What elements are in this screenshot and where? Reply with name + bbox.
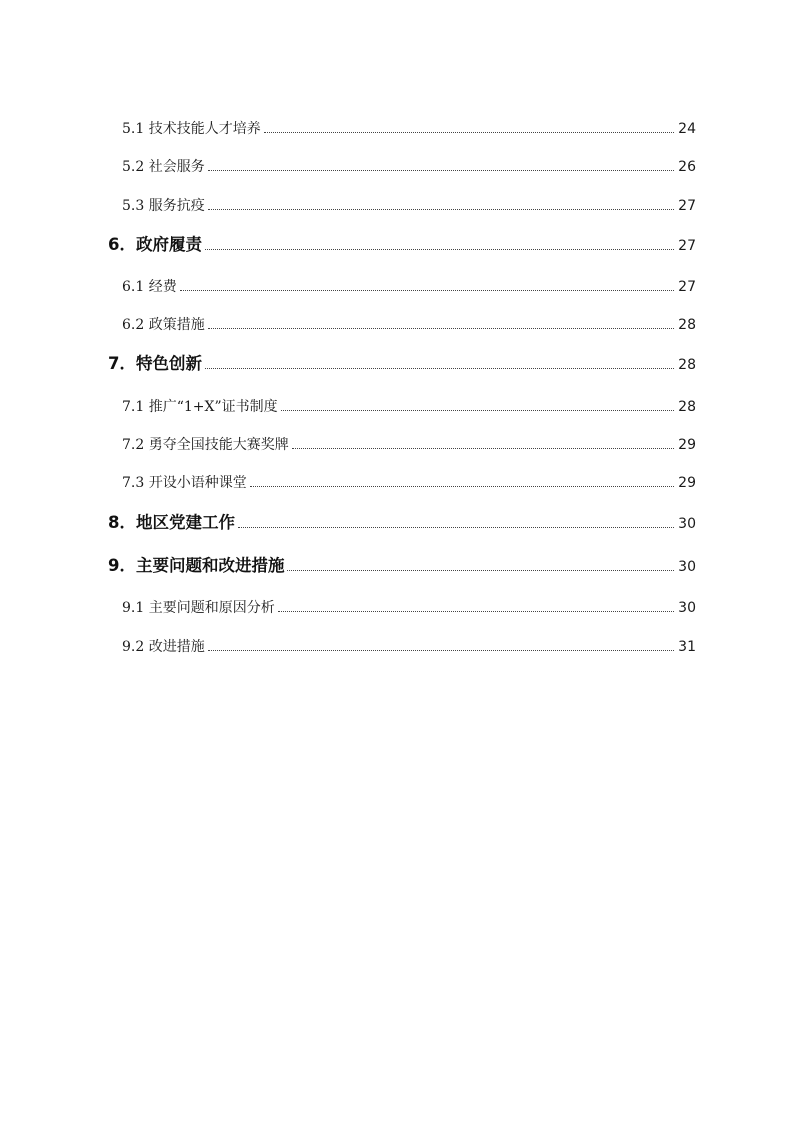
toc-entry-title: 9.1 主要问题和原因分析 [122,600,275,616]
toc-entry-page: 30 [678,516,696,532]
toc-entry-title: 5.2 社会服务 [122,159,205,175]
toc-entry-9[interactable] [0,550,800,574]
toc-entry-page: 31 [678,639,696,655]
toc-entry-7-2[interactable] [0,428,800,452]
toc-dot-leader [208,170,674,171]
toc-entry-6-2[interactable] [0,308,800,332]
toc-entry-page: 28 [678,317,696,333]
toc-entry-page: 27 [678,198,696,214]
toc-entry-5-3[interactable] [0,189,800,213]
toc-dot-leader [264,132,674,133]
toc-entry-title: 8．地区党建工作 [108,512,235,532]
toc-entry-title: 5.3 服务抗疫 [122,198,205,214]
toc-entry-9-2[interactable] [0,630,800,654]
toc-entry-page: 30 [678,559,696,575]
toc-entry-title: 7.1 推广“1+X”证书制度 [122,399,278,415]
toc-dot-leader [238,527,674,528]
toc-entry-title: 6.2 政策措施 [122,317,205,333]
toc-entry-7-1[interactable] [0,390,800,414]
toc-entry-page: 28 [678,357,696,373]
toc-entry-title: 9．主要问题和改进措施 [108,555,285,575]
toc-entry-title: 7.2 勇夺全国技能大赛奖牌 [122,437,289,453]
toc-entry-title: 7．特色创新 [108,353,202,373]
toc-entry-6[interactable] [0,229,800,253]
toc-entry-5-2[interactable] [0,150,800,174]
toc-entry-6-1[interactable] [0,270,800,294]
toc-entry-page: 24 [678,121,696,137]
toc-entry-title: 6．政府履责 [108,234,202,254]
toc-entry-page: 28 [678,399,696,415]
toc-entry-page: 30 [678,600,696,616]
toc-entry-title: 5.1 技术技能人才培养 [122,121,261,137]
toc-entry-title: 6.1 经费 [122,279,177,295]
toc-entry-page: 26 [678,159,696,175]
toc-entry-7-3[interactable] [0,466,800,490]
toc-dot-leader [208,209,674,210]
toc-entry-7[interactable] [0,348,800,372]
toc-entry-8[interactable] [0,507,800,531]
toc-dot-leader [208,650,674,651]
toc-dot-leader [250,486,674,487]
toc-dot-leader [205,249,674,250]
toc-dot-leader [205,368,674,369]
toc-entry-page: 29 [678,475,696,491]
toc-dot-leader [180,290,674,291]
toc-dot-leader [278,611,674,612]
toc-dot-leader [287,570,674,571]
toc-entry-title: 9.2 改进措施 [122,639,205,655]
toc-entry-5-1[interactable] [0,112,800,136]
toc-entry-9-1[interactable] [0,591,800,615]
toc-entry-page: 27 [678,279,696,295]
toc-entry-page: 29 [678,437,696,453]
toc-dot-leader [292,448,674,449]
toc-dot-leader [208,328,674,329]
toc-entry-page: 27 [678,238,696,254]
toc-entry-title: 7.3 开设小语种课堂 [122,475,247,491]
toc-dot-leader [281,410,675,411]
